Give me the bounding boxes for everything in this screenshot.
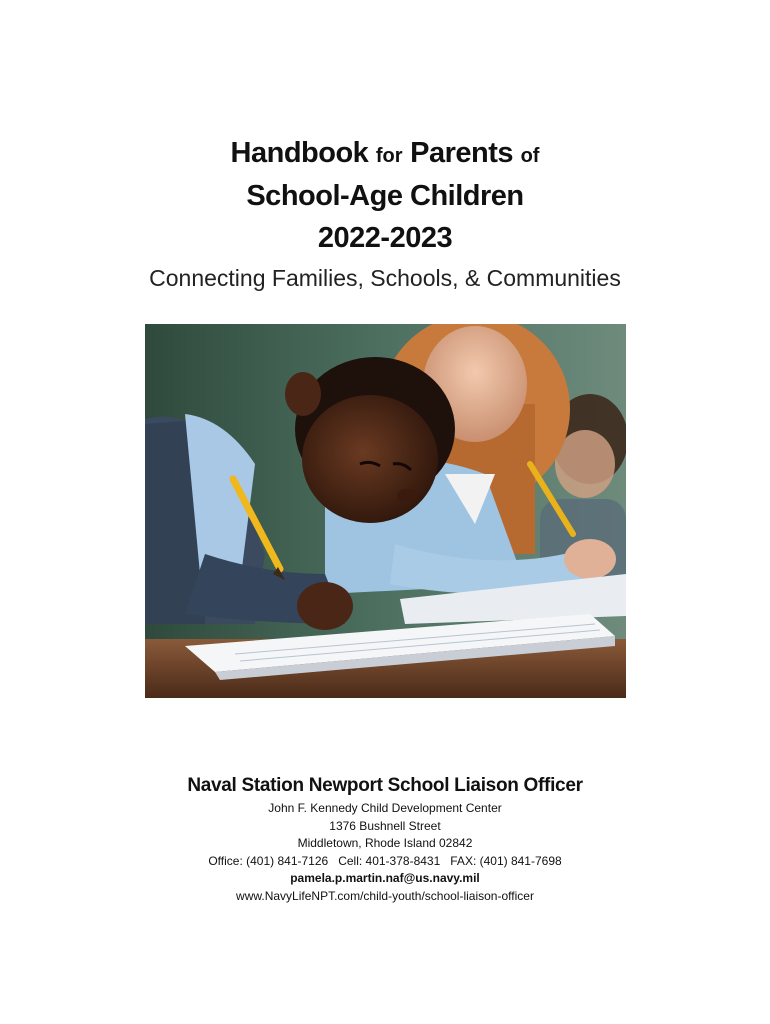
students-writing-photo-icon [145, 324, 626, 698]
title-year: 2022-2023 [317, 222, 453, 254]
title-word-for: for [375, 145, 403, 167]
subtitle: Connecting Families, Schools, & Communities [149, 265, 621, 291]
office-phone: Office: (401) 841-7126 [208, 853, 329, 868]
organization-name: Naval Station Newport School Liaison Officer [187, 775, 583, 796]
fax-number: FAX: (401) 841-7698 [450, 853, 562, 868]
title-word-parents: Parents [410, 137, 513, 169]
contact-footer [0, 772, 770, 905]
email-link[interactable]: pamela.p.martin.naf@us.navy.mil [290, 871, 480, 885]
title-word-handbook: Handbook [230, 137, 369, 169]
title-block [0, 134, 770, 295]
title-line-1 [0, 134, 770, 175]
center-name: John F. Kennedy Child Development Center [268, 801, 502, 815]
title-line-2: School-Age Children [246, 180, 524, 212]
street-address: 1376 Bushnell Street [329, 818, 441, 833]
website-link[interactable]: www.NavyLifeNPT.com/child-youth/school-liaison-officer [236, 888, 534, 903]
city-state-zip: Middletown, Rhode Island 02842 [297, 836, 473, 850]
phone-line [0, 853, 770, 871]
cover-photo [145, 324, 626, 698]
title-word-of: of [520, 145, 540, 167]
cell-phone: Cell: 401-378-8431 [338, 853, 441, 868]
